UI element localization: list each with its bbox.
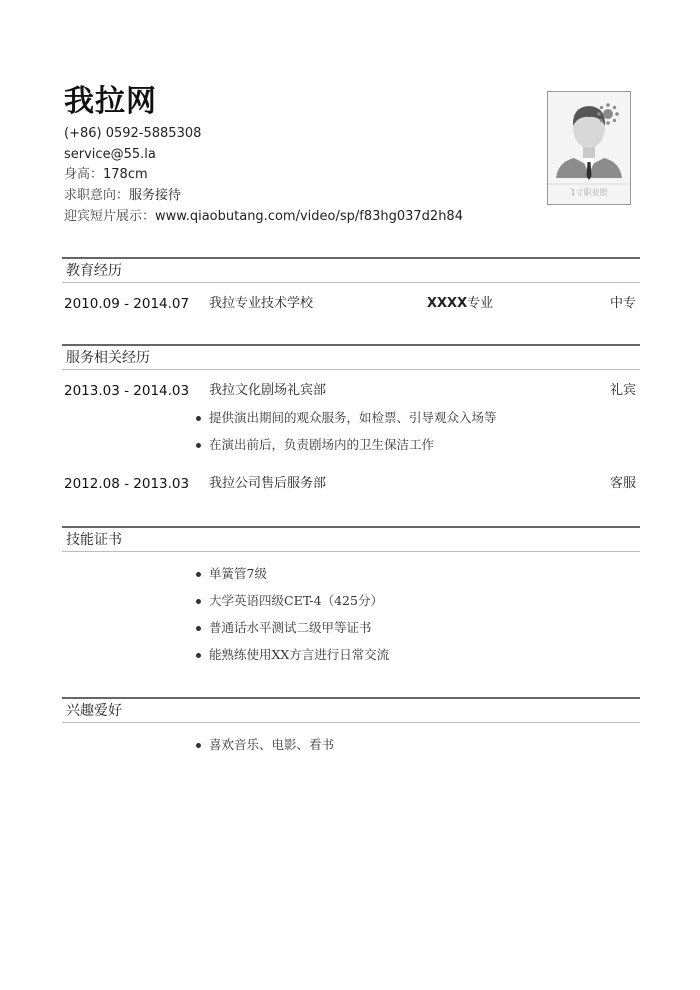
entry-role: 客服 <box>609 476 636 491</box>
entry-date: 2013.03 - 2014.03 <box>64 383 190 399</box>
intent-label: 求职意向： <box>64 188 130 203</box>
section-skills <box>62 526 640 552</box>
photo-caption: 1寸职业照 <box>570 188 608 197</box>
experience-entry <box>64 381 636 401</box>
section-title: 兴趣爱好 <box>66 703 122 719</box>
entry-school: 我拉专业技术学校 <box>209 296 314 311</box>
section-experience <box>62 344 640 370</box>
entry-date: 2012.08 - 2013.03 <box>64 476 190 492</box>
video-label: 迎宾短片展示： <box>64 209 156 224</box>
education-entry <box>64 294 636 314</box>
skill-text: 单簧管7级 <box>209 566 267 581</box>
bullet-icon <box>196 443 201 448</box>
video-line <box>64 208 463 226</box>
height-line <box>64 166 148 184</box>
entry-major <box>427 294 493 314</box>
email: service@55.la <box>64 147 156 162</box>
bullet-icon <box>196 653 201 658</box>
entry-org: 我拉文化剧场礼宾部 <box>209 383 327 398</box>
bullet-icon <box>196 743 201 748</box>
section-title: 教育经历 <box>66 263 122 279</box>
profile-photo <box>547 91 631 205</box>
bullet-text: 在演出前后，负责剧场内的卫生保洁工作 <box>209 437 435 452</box>
intent-line <box>64 187 181 205</box>
skill-text: 能熟练使用XX方言进行日常交流 <box>209 647 390 662</box>
person-avatar-icon <box>548 92 630 204</box>
section-hobbies <box>62 697 640 723</box>
major-bold: XXXX <box>427 296 468 311</box>
entry-date: 2010.09 - 2014.07 <box>64 296 190 312</box>
bullet-icon <box>196 626 201 631</box>
bullet-icon <box>196 416 201 421</box>
experience-entry <box>64 474 636 494</box>
height-label: 身高： <box>64 167 104 182</box>
skill-text: 大学英语四级CET-4（425分） <box>209 593 383 608</box>
entry-org: 我拉公司售后服务部 <box>209 476 327 491</box>
candidate-name: 我拉网 <box>64 84 157 119</box>
intent-value: 服务接待 <box>129 188 182 203</box>
video-url[interactable]: www.qiaobutang.com/video/sp/f83hg037d2h84 <box>155 209 463 224</box>
skill-text: 普通话水平测试二级甲等证书 <box>209 620 372 635</box>
phone: (+86) 0592-5885308 <box>64 126 202 141</box>
bullet-icon <box>196 599 201 604</box>
section-title: 技能证书 <box>66 532 122 548</box>
section-title: 服务相关经历 <box>66 350 150 366</box>
height-value: 178cm <box>103 167 148 182</box>
bullet-icon <box>196 572 201 577</box>
section-education <box>62 257 640 283</box>
entry-level: 中专 <box>609 296 636 311</box>
entry-role: 礼宾 <box>609 383 636 398</box>
bullet-text: 提供演出期间的观众服务，如检票、引导观众入场等 <box>209 410 497 425</box>
major-suffix: 专业 <box>467 296 494 311</box>
hobby-text: 喜欢音乐、电影、看书 <box>209 737 335 752</box>
